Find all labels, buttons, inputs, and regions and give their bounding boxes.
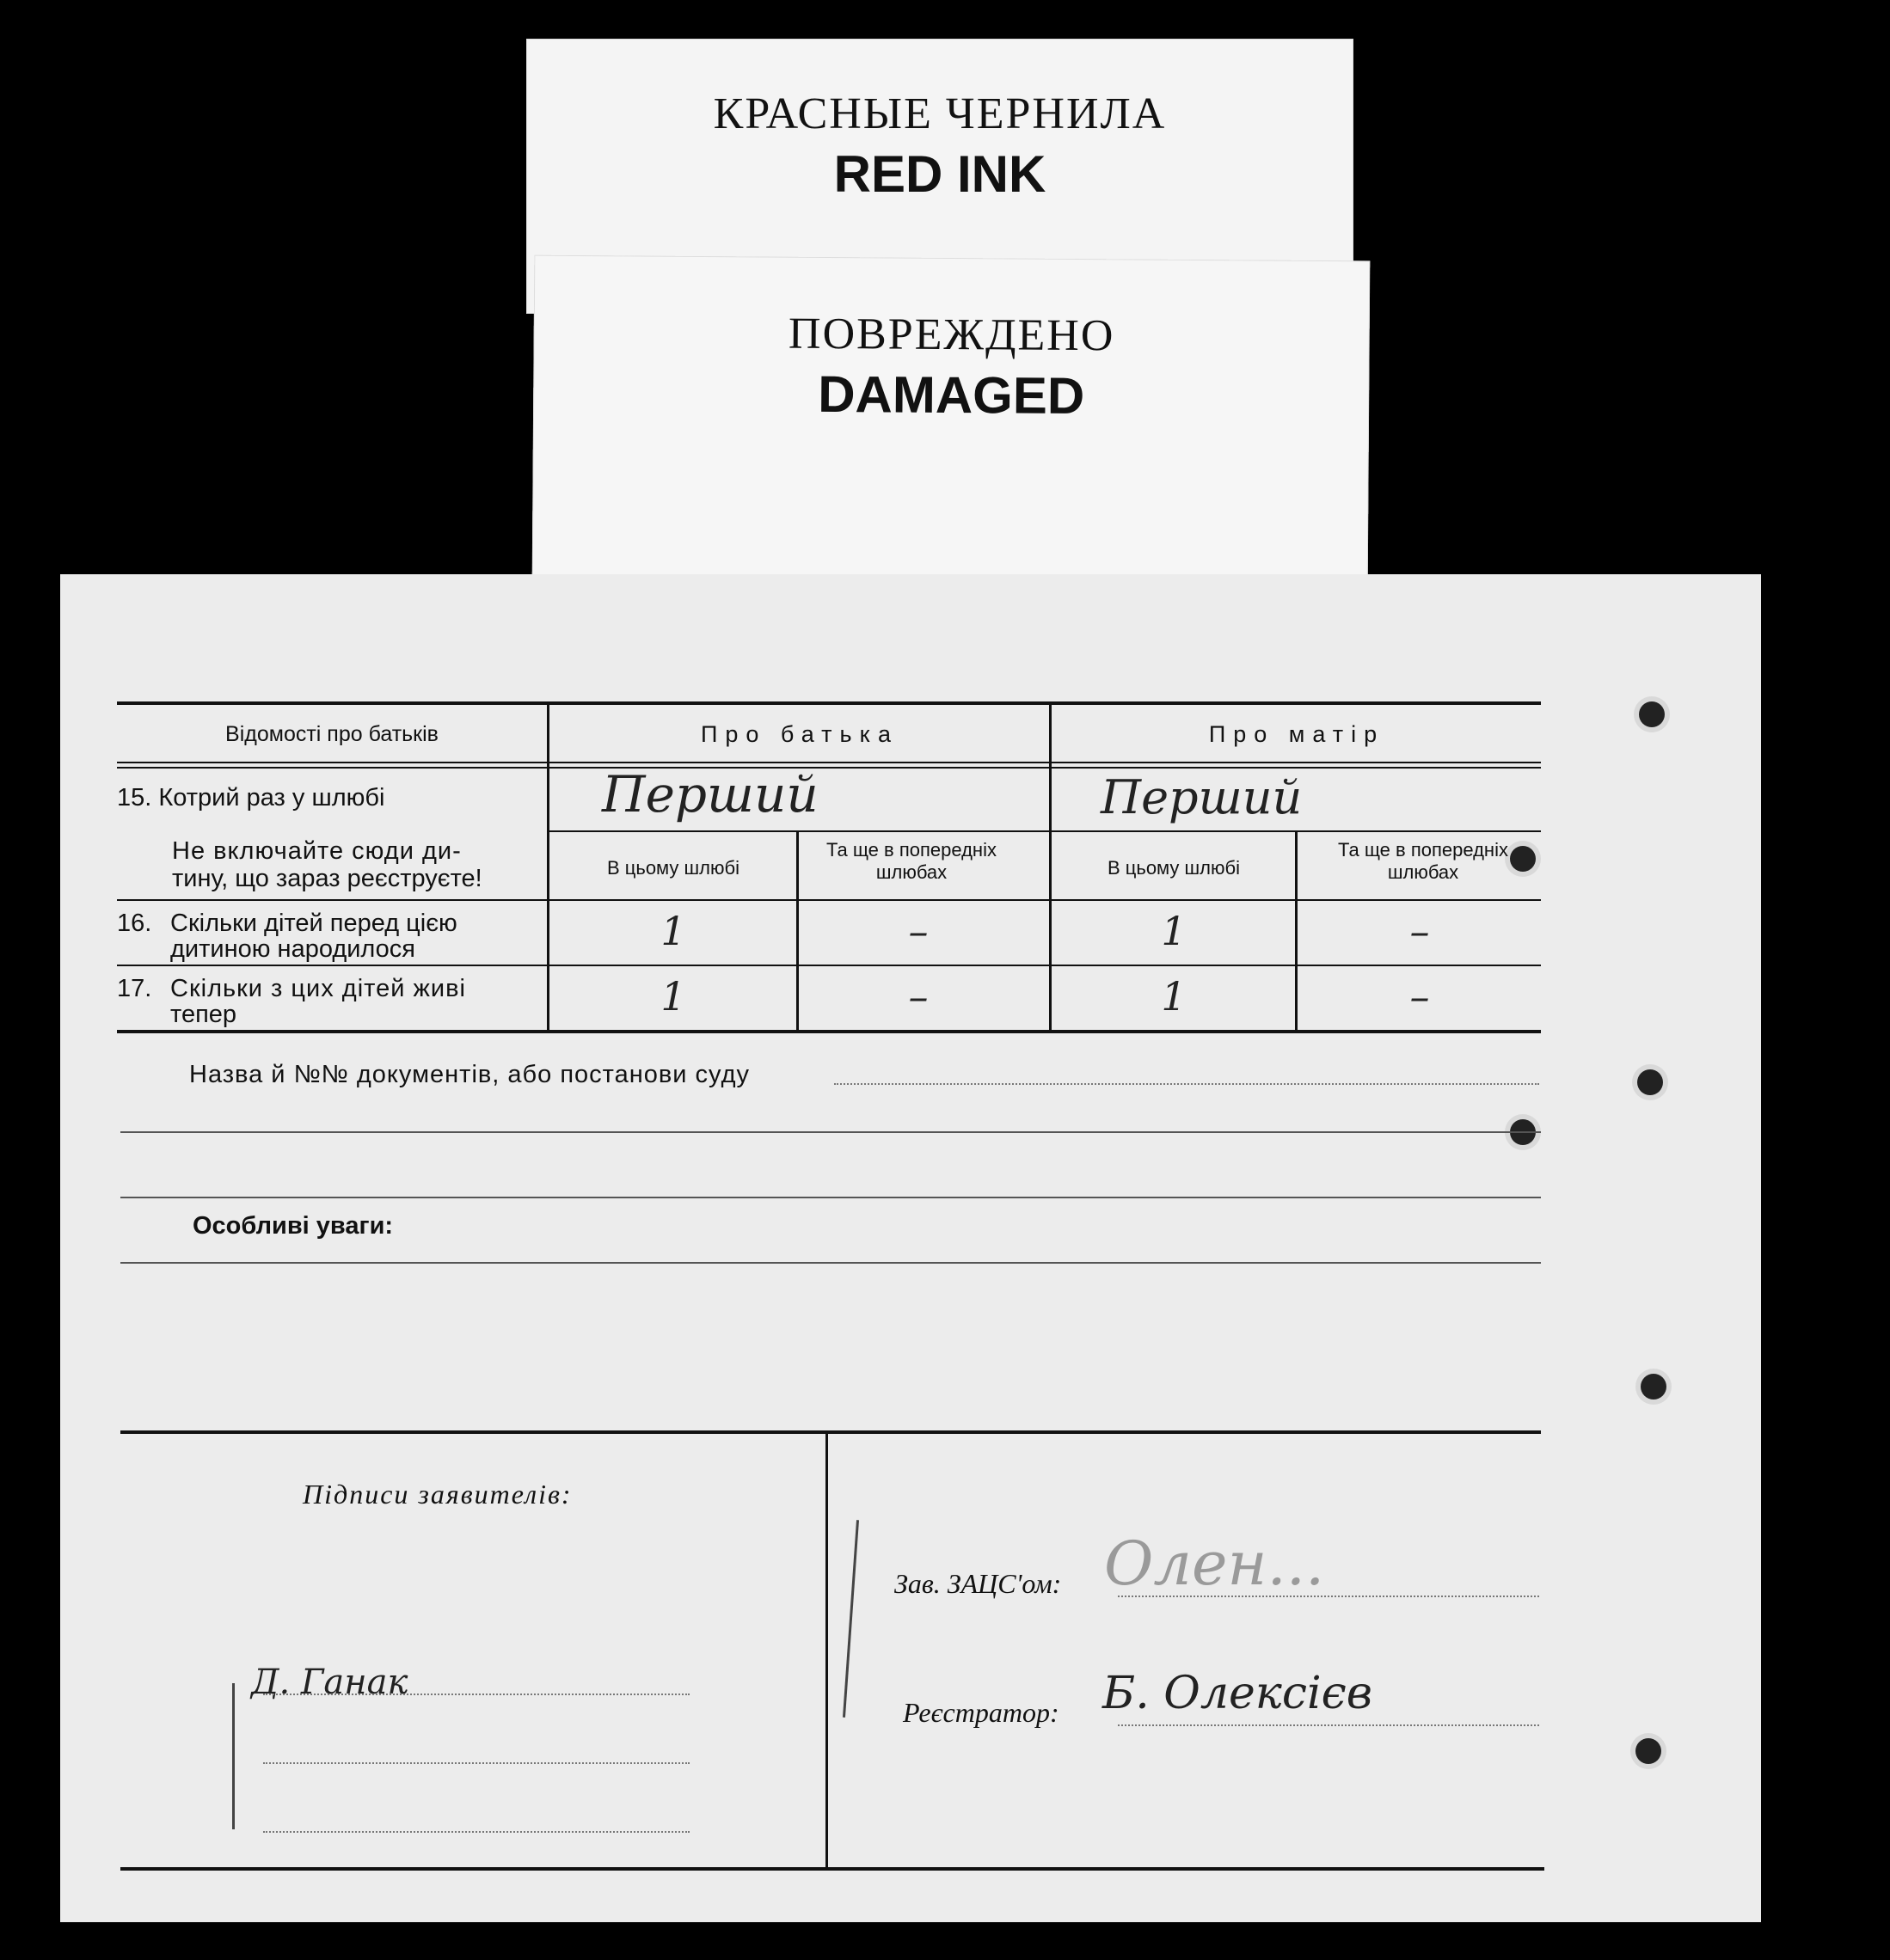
row16-father-prev: –: [908, 908, 929, 954]
head-of-registry-label: Зав. ЗАЦС'ом:: [894, 1568, 1062, 1599]
note-line-2: тину, що зараз реєструєте!: [172, 865, 482, 892]
row16-number: 16.: [117, 910, 152, 937]
damaged-en-label: DAMAGED: [817, 364, 1085, 426]
header-mother: Про матір: [1208, 721, 1385, 747]
red-ink-en-label: RED INK: [833, 145, 1046, 203]
father-previous-marriages-header: Та ще в попередніх шлюбах: [826, 839, 997, 883]
father-this-marriage-header: В цьому шлюбі: [606, 857, 740, 879]
row17-label-line-1: Скільки з цих дітей живі: [170, 975, 466, 1002]
mother-this-marriage-header: В цьому шлюбі: [1107, 857, 1241, 879]
row17-father-this: 1: [660, 973, 686, 1020]
punch-hole: [1641, 1374, 1666, 1400]
row15-label: 15. Котрий раз у шлюбі: [117, 784, 385, 812]
header-parents-info: Відомості про батьків: [225, 722, 439, 746]
row16-mother-this: 1: [1161, 908, 1187, 954]
applicants-signatures-label: Підписи заявителів:: [303, 1479, 573, 1510]
registrar-label: Реєстратор:: [903, 1697, 1059, 1728]
red-ink-ru-label: КРАСНЫЕ ЧЕРНИЛА: [713, 89, 1167, 138]
damaged-ru-label: ПОВРЕЖДЕНО: [788, 309, 1115, 361]
mother-previous-marriages-header: Та ще в попередніх шлюбах: [1338, 839, 1508, 883]
punch-hole: [1637, 1069, 1663, 1095]
punch-hole: [1639, 701, 1665, 727]
header-father: Про батька: [700, 721, 899, 747]
punch-hole: [1635, 1738, 1661, 1764]
note-line-1: Не включайте сюди ди-: [172, 837, 462, 865]
row15-father-value: Перший: [602, 765, 819, 824]
row16-label-line-2: дитиною народилося: [170, 935, 416, 963]
row17-mother-prev: –: [1409, 973, 1430, 1020]
row16-label-line-1: Скільки дітей перед цією: [170, 910, 457, 937]
row17-label-line-2: тепер: [170, 1001, 237, 1028]
row16-father-this: 1: [660, 908, 686, 954]
damaged-slip: [532, 255, 1371, 588]
row15-mother-value: Перший: [1101, 770, 1303, 824]
row16-mother-prev: –: [1409, 908, 1430, 954]
head-of-registry-signature: Олен...: [1104, 1528, 1325, 1599]
registration-form-page: [60, 574, 1761, 1922]
row17-number: 17.: [117, 975, 152, 1002]
registrar-signature: Б. Олексієв: [1102, 1668, 1372, 1719]
row17-mother-this: 1: [1161, 973, 1187, 1020]
documents-label: Назва й №№ документів, або постанови суду: [189, 1061, 751, 1088]
remarks-label: Особливі уваги:: [193, 1212, 394, 1240]
row17-father-prev: –: [908, 973, 929, 1020]
applicant-signature: Д. Ганак: [251, 1663, 408, 1702]
